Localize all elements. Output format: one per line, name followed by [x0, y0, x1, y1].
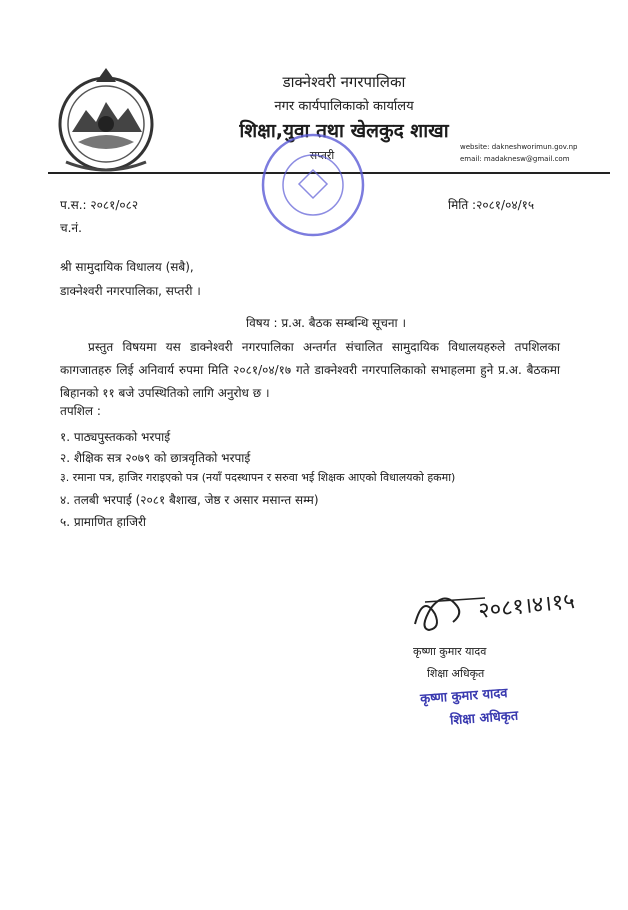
letterhead-website: website: dakneshworimun.gov.np — [460, 143, 578, 151]
dispatch-number: च.नं. — [60, 221, 82, 235]
name-stamp-line-2: शिक्षा अधिकृत — [449, 708, 519, 729]
signatory-name: कृष्णा कुमार यादव — [413, 645, 487, 658]
list-item: २. शैक्षिक सत्र २०७९ को छात्रवृतिको भरपाई — [60, 451, 251, 465]
signatory-title: शिक्षा अधिकृत — [427, 667, 485, 680]
letterhead-email: email: madaknesw@gmail.com — [460, 155, 570, 163]
list-item: १. पाठ्यपुस्तकको भरपाई — [60, 430, 171, 444]
recipient-line-2: डाक्नेश्वरी नगरपालिका, सप्तरी । — [60, 284, 201, 298]
reference-number: प.स.: २०८१/०८२ — [60, 198, 139, 212]
letterhead-district: सप्तरी — [309, 149, 335, 162]
letterhead-office: नगर कार्यपालिकाको कार्यालय — [274, 99, 414, 114]
official-seal-stamp — [254, 126, 372, 244]
name-stamp-line-1: कृष्णा कुमार यादव — [419, 685, 508, 708]
letterhead-municipality: डाक्नेश्वरी नगरपालिका — [282, 73, 406, 91]
letter-date: मिति :२०८१/०४/१५ — [448, 198, 535, 212]
list-item: ५. प्रामाणित हाजिरी — [60, 515, 147, 529]
list-item: ४. तलबी भरपाई (२०८१ बैशाख, जेष्ठ र असार मसान्त सम्म) — [60, 493, 319, 507]
signature-date: २०८१।४।१५ — [477, 589, 576, 624]
letterhead-section: शिक्षा,युवा तथा खेलकुद शाखा — [239, 120, 449, 142]
recipient-line-1: श्री सामुदायिक विधालय (सबै), — [60, 260, 194, 274]
list-heading: तपशिल : — [60, 404, 101, 418]
list-item: ३. रमाना पत्र, हाजिर गराइएको पत्र (नयाँ पदस्थापन र सरुवा भई शिक्षक आएको विधालयको हकमा) — [60, 471, 456, 484]
body-paragraph: प्रस्तुत विषयमा यस डाक्नेश्वरी नगरपालिका अन्तर्गत संचालित सामुदायिक विधालयहरुले तपशिलका कागजातहरु लिई अनिवार्य रुपमा मिति २०८१/०४/१७ गते डाक्नेश्वरी नगरपालिकाको सभाहलमा हुने प्र.अ. बैठकमा बिहानको ११ बजे उपस्थितिको लागि अनुरोध छ । — [60, 340, 560, 400]
subject-line: विषय : प्र.अ. बैठक सम्बन्धि सूचना । — [246, 316, 406, 330]
